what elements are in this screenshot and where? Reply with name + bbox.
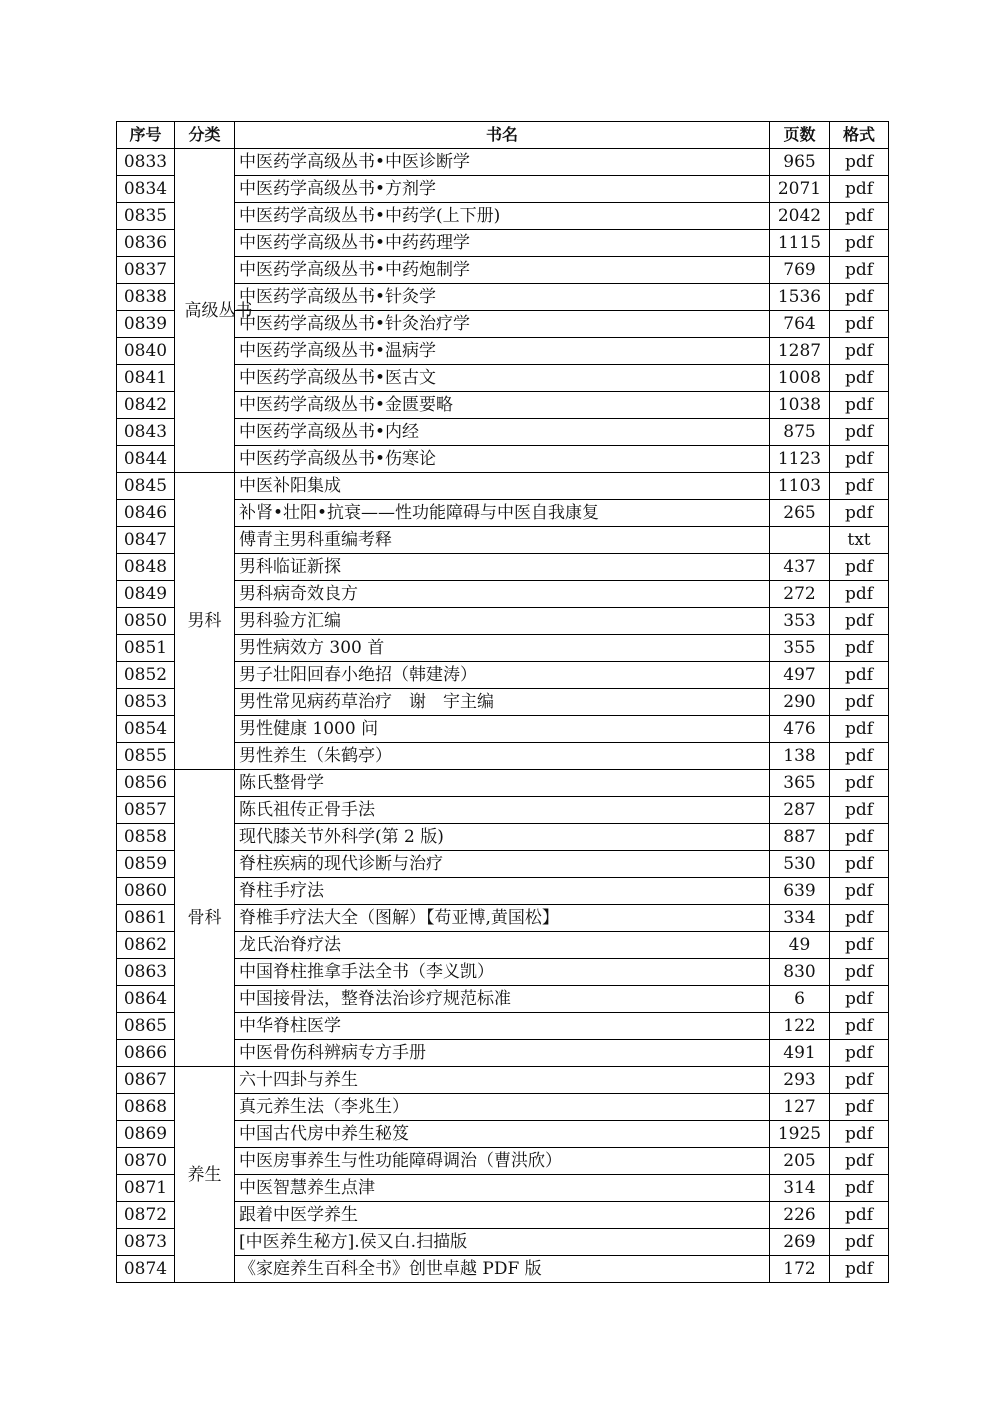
row-serial: 0851 <box>117 635 175 662</box>
row-pages: 1115 <box>770 230 830 257</box>
row-pages: 1123 <box>770 446 830 473</box>
row-serial: 0846 <box>117 500 175 527</box>
row-title: 中国接骨法，整脊法治诊疗规范标准 <box>235 986 770 1013</box>
row-pages: 6 <box>770 986 830 1013</box>
row-format: pdf <box>830 1229 889 1256</box>
table-row <box>117 149 889 176</box>
row-title: 男子壮阳回春小绝招（韩建涛） <box>235 662 770 689</box>
row-title: 中医智慧养生点津 <box>235 1175 770 1202</box>
row-serial: 0843 <box>117 419 175 446</box>
row-title: 中医药学高级丛书•中医诊断学 <box>235 149 770 176</box>
row-serial: 0853 <box>117 689 175 716</box>
row-format: pdf <box>830 419 889 446</box>
row-title: 中医药学高级丛书•针灸学 <box>235 284 770 311</box>
row-serial: 0867 <box>117 1067 175 1094</box>
row-serial: 0860 <box>117 878 175 905</box>
row-title: 男科临证新探 <box>235 554 770 581</box>
row-serial: 0840 <box>117 338 175 365</box>
row-serial: 0847 <box>117 527 175 554</box>
row-serial: 0859 <box>117 851 175 878</box>
row-pages: 138 <box>770 743 830 770</box>
row-serial: 0845 <box>117 473 175 500</box>
header-row <box>117 122 889 149</box>
row-title: 中医药学高级丛书•方剂学 <box>235 176 770 203</box>
row-title: 男性常见病药草治疗 谢 宇主编 <box>235 689 770 716</box>
row-pages: 1038 <box>770 392 830 419</box>
row-pages: 172 <box>770 1256 830 1283</box>
row-title: [中医养生秘方].侯又白.扫描版 <box>235 1229 770 1256</box>
row-serial: 0870 <box>117 1148 175 1175</box>
row-title: 跟着中医学养生 <box>235 1202 770 1229</box>
row-format: pdf <box>830 689 889 716</box>
row-title: 补肾•壮阳•抗衰——性功能障碍与中医自我康复 <box>235 500 770 527</box>
row-serial: 0857 <box>117 797 175 824</box>
row-title: 中医药学高级丛书•中药学(上下册) <box>235 203 770 230</box>
category-cell <box>175 473 235 770</box>
row-format: pdf <box>830 878 889 905</box>
row-title: 男性养生（朱鹤亭） <box>235 743 770 770</box>
row-pages: 1925 <box>770 1121 830 1148</box>
row-title: 中医药学高级丛书•针灸治疗学 <box>235 311 770 338</box>
row-title: 现代膝关节外科学(第 2 版) <box>235 824 770 851</box>
row-title: 中医骨伤科辨病专方手册 <box>235 1040 770 1067</box>
row-format: pdf <box>830 1067 889 1094</box>
row-title: 脊柱手疗法 <box>235 878 770 905</box>
header-title: 书名 <box>235 122 770 149</box>
row-pages: 269 <box>770 1229 830 1256</box>
category-label: 高级丛书 <box>184 300 253 321</box>
row-pages: 491 <box>770 1040 830 1067</box>
row-title: 傅青主男科重编考释 <box>235 527 770 554</box>
row-format: pdf <box>830 1121 889 1148</box>
row-serial: 0836 <box>117 230 175 257</box>
row-title: 男科验方汇编 <box>235 608 770 635</box>
row-serial: 0849 <box>117 581 175 608</box>
row-format: pdf <box>830 203 889 230</box>
row-format: pdf <box>830 1040 889 1067</box>
row-pages: 1287 <box>770 338 830 365</box>
book-table <box>116 121 889 1283</box>
row-pages: 1008 <box>770 365 830 392</box>
row-format: pdf <box>830 230 889 257</box>
row-serial: 0872 <box>117 1202 175 1229</box>
header-pages: 页数 <box>770 122 830 149</box>
row-title: 中医药学高级丛书•中药炮制学 <box>235 257 770 284</box>
row-pages: 497 <box>770 662 830 689</box>
row-pages: 49 <box>770 932 830 959</box>
row-title: 中医药学高级丛书•温病学 <box>235 338 770 365</box>
row-serial: 0869 <box>117 1121 175 1148</box>
row-title: 《家庭养生百科全书》创世卓越 PDF 版 <box>235 1256 770 1283</box>
row-title: 脊柱疾病的现代诊断与治疗 <box>235 851 770 878</box>
row-pages <box>770 527 830 554</box>
row-serial: 0863 <box>117 959 175 986</box>
row-title: 真元养生法（李兆生） <box>235 1094 770 1121</box>
row-pages: 437 <box>770 554 830 581</box>
row-pages: 272 <box>770 581 830 608</box>
row-format: pdf <box>830 1013 889 1040</box>
row-pages: 764 <box>770 311 830 338</box>
row-serial: 0854 <box>117 716 175 743</box>
row-pages: 287 <box>770 797 830 824</box>
row-pages: 830 <box>770 959 830 986</box>
row-format: pdf <box>830 824 889 851</box>
header-serial: 序号 <box>117 122 175 149</box>
row-pages: 293 <box>770 1067 830 1094</box>
header-format: 格式 <box>830 122 889 149</box>
row-format: pdf <box>830 500 889 527</box>
row-serial: 0868 <box>117 1094 175 1121</box>
row-serial: 0838 <box>117 284 175 311</box>
row-title: 脊椎手疗法大全（图解）【苟亚博,黄国松】 <box>235 905 770 932</box>
row-title: 男性病效方 300 首 <box>235 635 770 662</box>
row-serial: 0833 <box>117 149 175 176</box>
row-pages: 290 <box>770 689 830 716</box>
table-body <box>117 149 889 1283</box>
row-serial: 0864 <box>117 986 175 1013</box>
row-format: pdf <box>830 932 889 959</box>
category-cell <box>175 770 235 1067</box>
row-title: 陈氏祖传正骨手法 <box>235 797 770 824</box>
row-format: pdf <box>830 959 889 986</box>
row-serial: 0874 <box>117 1256 175 1283</box>
row-pages: 127 <box>770 1094 830 1121</box>
row-format: pdf <box>830 1094 889 1121</box>
row-format: pdf <box>830 176 889 203</box>
row-pages: 639 <box>770 878 830 905</box>
row-serial: 0871 <box>117 1175 175 1202</box>
row-format: pdf <box>830 311 889 338</box>
row-serial: 0861 <box>117 905 175 932</box>
row-pages: 2071 <box>770 176 830 203</box>
row-format: pdf <box>830 581 889 608</box>
row-serial: 0865 <box>117 1013 175 1040</box>
row-format: pdf <box>830 770 889 797</box>
row-format: pdf <box>830 1175 889 1202</box>
row-serial: 0850 <box>117 608 175 635</box>
row-format: pdf <box>830 662 889 689</box>
row-pages: 1103 <box>770 473 830 500</box>
row-title: 中华脊柱医学 <box>235 1013 770 1040</box>
row-pages: 314 <box>770 1175 830 1202</box>
row-serial: 0866 <box>117 1040 175 1067</box>
table-row <box>117 770 889 797</box>
row-title: 中医药学高级丛书•金匮要略 <box>235 392 770 419</box>
row-format: pdf <box>830 608 889 635</box>
row-serial: 0858 <box>117 824 175 851</box>
row-title: 中医药学高级丛书•内经 <box>235 419 770 446</box>
row-pages: 365 <box>770 770 830 797</box>
row-pages: 205 <box>770 1148 830 1175</box>
row-format: pdf <box>830 365 889 392</box>
row-title: 陈氏整骨学 <box>235 770 770 797</box>
row-serial: 0873 <box>117 1229 175 1256</box>
row-title: 中医药学高级丛书•伤寒论 <box>235 446 770 473</box>
row-format: pdf <box>830 284 889 311</box>
row-format: pdf <box>830 392 889 419</box>
category-label: 骨科 <box>187 908 222 928</box>
category-label: 男科 <box>187 611 222 631</box>
row-title: 中医补阳集成 <box>235 473 770 500</box>
row-format: pdf <box>830 797 889 824</box>
row-title: 中医房事养生与性功能障碍调治（曹洪欣） <box>235 1148 770 1175</box>
row-format: pdf <box>830 257 889 284</box>
row-format: pdf <box>830 338 889 365</box>
row-pages: 530 <box>770 851 830 878</box>
row-serial: 0848 <box>117 554 175 581</box>
row-pages: 355 <box>770 635 830 662</box>
row-format: pdf <box>830 635 889 662</box>
row-serial: 0844 <box>117 446 175 473</box>
row-serial: 0837 <box>117 257 175 284</box>
row-format: pdf <box>830 1256 889 1283</box>
row-format: pdf <box>830 554 889 581</box>
row-format: pdf <box>830 473 889 500</box>
row-title: 龙氏治脊疗法 <box>235 932 770 959</box>
row-format: pdf <box>830 851 889 878</box>
row-pages: 887 <box>770 824 830 851</box>
row-pages: 2042 <box>770 203 830 230</box>
row-serial: 0834 <box>117 176 175 203</box>
row-pages: 476 <box>770 716 830 743</box>
row-title: 男性健康 1000 问 <box>235 716 770 743</box>
row-serial: 0862 <box>117 932 175 959</box>
row-format: pdf <box>830 743 889 770</box>
row-format: txt <box>830 527 889 554</box>
header-category: 分类 <box>175 122 235 149</box>
row-pages: 334 <box>770 905 830 932</box>
category-cell <box>175 149 253 473</box>
table-row <box>117 1067 889 1094</box>
row-serial: 0839 <box>117 311 175 338</box>
row-pages: 965 <box>770 149 830 176</box>
row-pages: 769 <box>770 257 830 284</box>
row-format: pdf <box>830 1202 889 1229</box>
row-serial: 0855 <box>117 743 175 770</box>
row-title: 男科病奇效良方 <box>235 581 770 608</box>
row-serial: 0842 <box>117 392 175 419</box>
row-format: pdf <box>830 149 889 176</box>
row-title: 中国脊柱推拿手法全书（李义凯） <box>235 959 770 986</box>
row-format: pdf <box>830 446 889 473</box>
row-title: 中医药学高级丛书•中药药理学 <box>235 230 770 257</box>
row-format: pdf <box>830 986 889 1013</box>
row-format: pdf <box>830 905 889 932</box>
row-serial: 0835 <box>117 203 175 230</box>
row-serial: 0856 <box>117 770 175 797</box>
row-title: 中国古代房中养生秘笈 <box>235 1121 770 1148</box>
row-pages: 875 <box>770 419 830 446</box>
row-pages: 353 <box>770 608 830 635</box>
row-format: pdf <box>830 716 889 743</box>
category-cell <box>175 1067 235 1283</box>
row-serial: 0841 <box>117 365 175 392</box>
category-label: 养生 <box>187 1164 222 1185</box>
row-format: pdf <box>830 1148 889 1175</box>
row-serial: 0852 <box>117 662 175 689</box>
row-pages: 1536 <box>770 284 830 311</box>
row-pages: 122 <box>770 1013 830 1040</box>
row-title: 六十四卦与养生 <box>235 1067 770 1094</box>
row-pages: 226 <box>770 1202 830 1229</box>
table-row <box>117 473 889 500</box>
row-title: 中医药学高级丛书•医古文 <box>235 365 770 392</box>
row-pages: 265 <box>770 500 830 527</box>
